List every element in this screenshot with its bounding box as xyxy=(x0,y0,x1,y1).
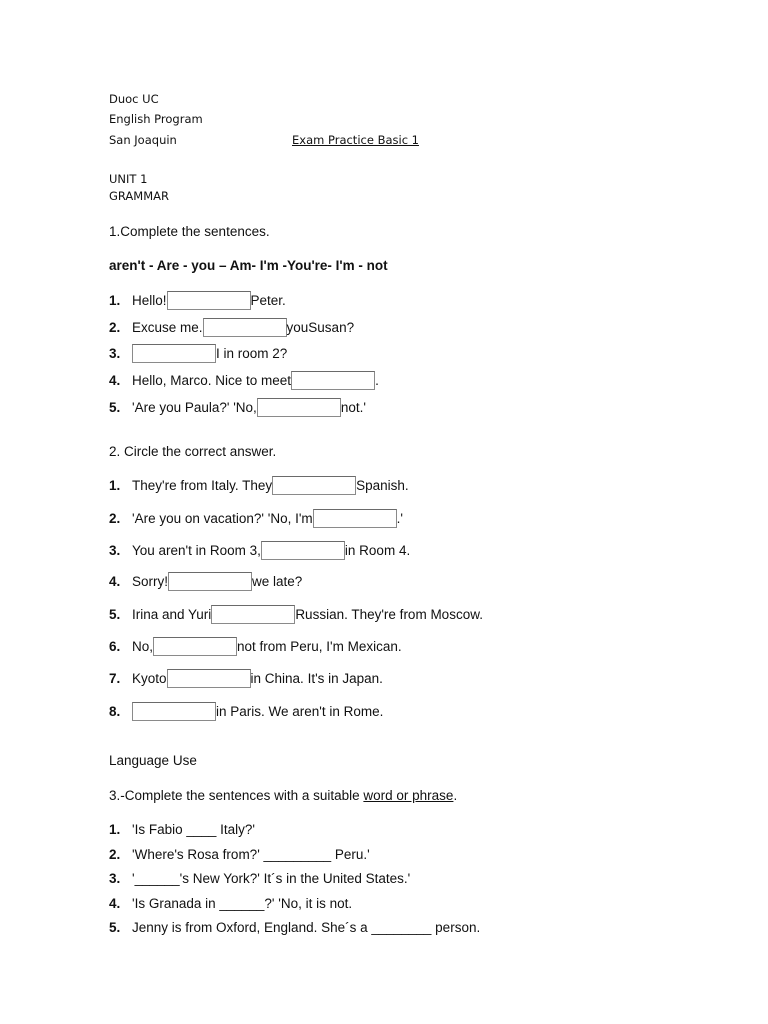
ex3-item xyxy=(109,818,255,840)
ex2-item xyxy=(109,570,302,592)
ex2-item xyxy=(109,700,383,722)
item-text-after: youSusan? xyxy=(286,319,355,335)
item-text-after: Spanish. xyxy=(356,477,409,493)
ex2-item xyxy=(109,603,483,625)
language-use-heading: Language Use xyxy=(109,753,197,768)
section-label: GRAMMAR xyxy=(109,189,170,203)
unit-label: UNIT 1 xyxy=(109,172,148,186)
answer-box[interactable] xyxy=(313,509,397,528)
item-number: 8. xyxy=(109,703,121,719)
program-name: English Program xyxy=(109,112,203,126)
ex3-instruction xyxy=(109,788,457,804)
ex3-instruction-underlined: word or phrase xyxy=(363,788,454,803)
answer-box[interactable] xyxy=(261,541,345,560)
item-number: 3. xyxy=(109,542,121,558)
answer-box[interactable] xyxy=(272,476,356,495)
item-text-after: we late? xyxy=(252,573,303,589)
item-text-after: . xyxy=(375,372,379,388)
item-text-before: 'Are you on vacation?' 'No, I'm xyxy=(132,510,313,526)
ex2-item xyxy=(109,539,410,561)
item-number: 3. xyxy=(109,870,121,886)
item-text-before: Hello! xyxy=(132,292,167,308)
item-text-after: Russian. They're from Moscow. xyxy=(295,606,483,622)
ex3-item xyxy=(109,892,352,914)
item-text-after: not from Peru, I'm Mexican. xyxy=(237,638,402,654)
item-text-after: in Room 4. xyxy=(344,542,411,558)
item-text: 'Where's Rosa from?' _________ Peru.' xyxy=(132,846,370,862)
ex1-item xyxy=(109,289,286,311)
item-text-after: I in room 2? xyxy=(216,345,288,361)
item-text-before: Kyoto xyxy=(132,670,167,686)
ex1-instruction: 1.Complete the sentences. xyxy=(109,224,270,239)
item-number: 5. xyxy=(109,399,121,415)
ex2-item xyxy=(109,635,402,657)
item-text-after: .' xyxy=(396,510,403,526)
answer-box[interactable] xyxy=(167,669,251,688)
ex1-item xyxy=(109,342,287,364)
item-text-before: No, xyxy=(132,638,154,654)
campus-name: San Joaquin xyxy=(109,133,177,147)
item-number: 7. xyxy=(109,670,121,686)
item-text: 'Is Granada in ______?' 'No, it is not. xyxy=(132,895,353,911)
ex2-item xyxy=(109,507,403,529)
answer-box[interactable] xyxy=(211,605,295,624)
answer-box[interactable] xyxy=(167,291,251,310)
item-number: 6. xyxy=(109,638,121,654)
answer-box[interactable] xyxy=(153,637,237,656)
item-number: 2. xyxy=(109,510,121,526)
item-number: 4. xyxy=(109,573,121,589)
item-number: 5. xyxy=(109,606,121,622)
ex1-item xyxy=(109,316,354,338)
exam-title: Exam Practice Basic 1 xyxy=(292,133,419,147)
item-text-before: Irina and Yuri xyxy=(132,606,212,622)
answer-box[interactable] xyxy=(168,572,252,591)
ex3-item xyxy=(109,867,410,889)
item-number: 4. xyxy=(109,372,121,388)
item-text: Jenny is from Oxford, England. She´s a ________ person. xyxy=(132,919,481,935)
ex1-item xyxy=(109,396,366,418)
item-number: 3. xyxy=(109,345,121,361)
answer-box[interactable] xyxy=(257,398,341,417)
answer-box[interactable] xyxy=(203,318,287,337)
item-number: 4. xyxy=(109,895,121,911)
answer-box[interactable] xyxy=(132,344,216,363)
item-text-before: 'Are you Paula?' 'No, xyxy=(132,399,257,415)
ex3-instruction-text: 3.-Complete the sentences with a suitable xyxy=(109,788,364,803)
answer-box[interactable] xyxy=(132,702,216,721)
ex2-instruction: 2. Circle the correct answer. xyxy=(109,444,277,459)
item-text-before: They're from Italy. They xyxy=(132,477,273,493)
item-text-after: in Paris. We aren't in Rome. xyxy=(216,703,384,719)
ex1-item xyxy=(109,369,379,391)
item-text-before: Excuse me. xyxy=(132,319,203,335)
answer-box[interactable] xyxy=(291,371,375,390)
ex3-instruction-end: . xyxy=(453,788,458,803)
ex2-item xyxy=(109,667,383,689)
item-text-before: Sorry! xyxy=(132,573,169,589)
item-text-after: Peter. xyxy=(250,292,286,308)
item-text-after: not.' xyxy=(340,399,366,415)
school-name: Duoc UC xyxy=(109,92,159,106)
ex3-item xyxy=(109,916,480,938)
item-text-before: You aren't in Room 3, xyxy=(132,542,261,558)
item-text: '______'s New York?' It´s in the United States.' xyxy=(132,870,411,886)
ex1-word-bank: aren't - Are - you – Am- I'm -You're- I'm - not xyxy=(109,258,388,273)
item-number: 5. xyxy=(109,919,121,935)
item-number: 2. xyxy=(109,846,121,862)
item-text-after: in China. It's in Japan. xyxy=(250,670,383,686)
item-number: 1. xyxy=(109,292,121,308)
item-number: 1. xyxy=(109,477,121,493)
item-text-before: Hello, Marco. Nice to meet xyxy=(132,372,292,388)
item-number: 1. xyxy=(109,821,121,837)
ex2-item xyxy=(109,474,409,496)
ex3-item xyxy=(109,843,370,865)
item-number: 2. xyxy=(109,319,121,335)
item-text: 'Is Fabio ____ Italy?' xyxy=(132,821,255,837)
